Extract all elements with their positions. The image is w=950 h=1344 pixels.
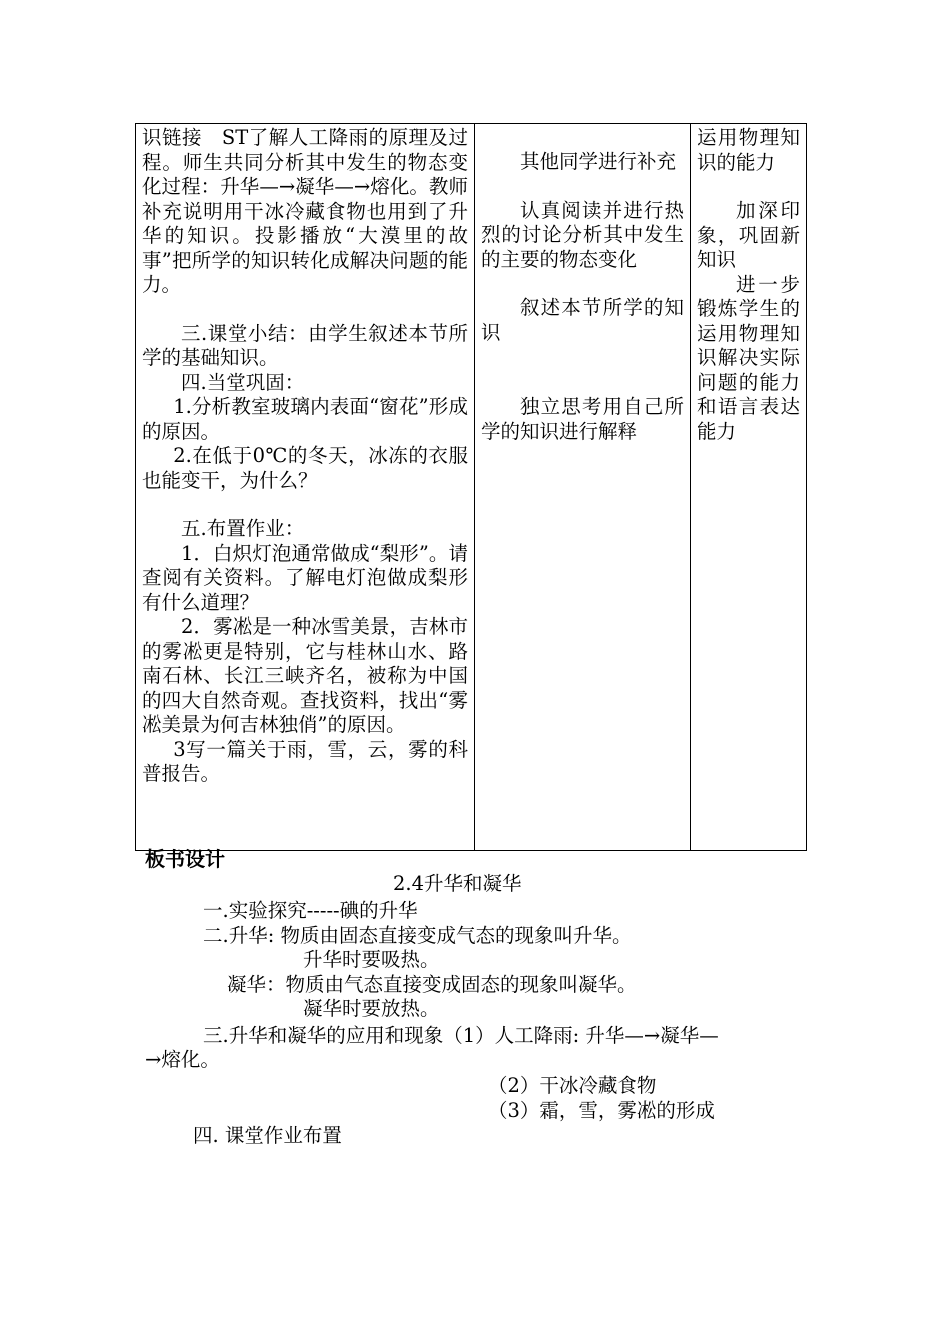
board-line-6: 三.升华和凝华的应用和现象（1）人工降雨: 升华—→凝华— bbox=[203, 1024, 719, 1047]
paragraph-homework-2: 2．雾凇是一种冰雪美景，吉林市的雾凇更是特别，它与桂林山水、路南石林、长江三峡齐名，被称为中国的四大自然奇观。查找资料，找出“雾凇美景为何吉林独俏”的原因。 bbox=[142, 615, 468, 736]
paragraph-consolidate: 四.当堂巩固： bbox=[181, 370, 305, 394]
paragraph-homework-3: 3写一篇关于雨，雪，云，雾的科普报告。 bbox=[142, 737, 468, 785]
paragraph-question-2: 2.在低于0℃的冬天，冰冻的衣服也能变干，为什么？ bbox=[142, 444, 468, 492]
board-design-heading: 板书设计 bbox=[145, 847, 225, 871]
board-title: 2.4升华和凝华 bbox=[393, 872, 522, 895]
board-line-9: （3）霜，雪，雾凇的形成 bbox=[488, 1099, 715, 1122]
paragraph-question-1: 1.分析教室玻璃内表面“窗花”形成的原因。 bbox=[142, 395, 468, 443]
board-line-4: 凝华：物质由气态直接变成固态的现象叫凝华。 bbox=[227, 973, 637, 996]
paragraph-rain-link: 识链接 ST了解人工降雨的原理及过程。师生共同分析其中发生的物态变化过程：升华—→凝华—→熔化。教师补充说明用干冰冷藏食物也用到了升华的知识。投影播放“大漠里的故事”把所学的知识转化成解决问题的能力。 bbox=[142, 126, 468, 296]
paragraph-homework: 五.布置作业： bbox=[181, 517, 305, 540]
paragraph-summary: 三.课堂小结：由学生叙述本节所学的基础知识。 bbox=[142, 321, 468, 369]
board-line-5: 凝华时要放热。 bbox=[303, 997, 440, 1020]
board-line-10: 四. 课堂作业布置 bbox=[193, 1124, 342, 1147]
paragraph-discussion: 认真阅读并进行热烈的讨论分析其中发生的主要的物态变化 bbox=[481, 198, 684, 271]
lesson-table bbox=[135, 123, 807, 851]
board-line-7: →熔化。 bbox=[145, 1048, 220, 1071]
student-activity-cell bbox=[475, 124, 691, 851]
table-row bbox=[136, 124, 807, 851]
board-line-2: 二.升华: 物质由固态直接变成气态的现象叫升华。 bbox=[203, 924, 632, 947]
paragraph-narrate: 叙述本节所学的知识 bbox=[481, 296, 684, 344]
teacher-activity-cell bbox=[136, 124, 475, 851]
paragraph-impression: 加深印象，巩固新知识 bbox=[697, 199, 800, 271]
design-intent-cell bbox=[691, 124, 807, 851]
paragraph-supplement: 其他同学进行补充 bbox=[520, 150, 677, 173]
paragraph-think: 独立思考用自己所学的知识进行解释 bbox=[481, 395, 684, 443]
board-line-3: 升华时要吸热。 bbox=[303, 948, 440, 971]
board-line-8: （2）干冰冷藏食物 bbox=[488, 1074, 657, 1097]
paragraph-ability: 运用物理知识的能力 bbox=[697, 126, 800, 174]
paragraph-homework-1: 1．白炽灯泡通常做成“梨形”。请查阅有关资料。了解电灯泡做成梨形有什么道理？ bbox=[142, 541, 468, 614]
board-line-1: 一.实验探究-----碘的升华 bbox=[203, 899, 418, 922]
paragraph-further: 进一步锻炼学生的运用物理知识解决实际问题的能力和语言表达能力 bbox=[697, 272, 800, 443]
